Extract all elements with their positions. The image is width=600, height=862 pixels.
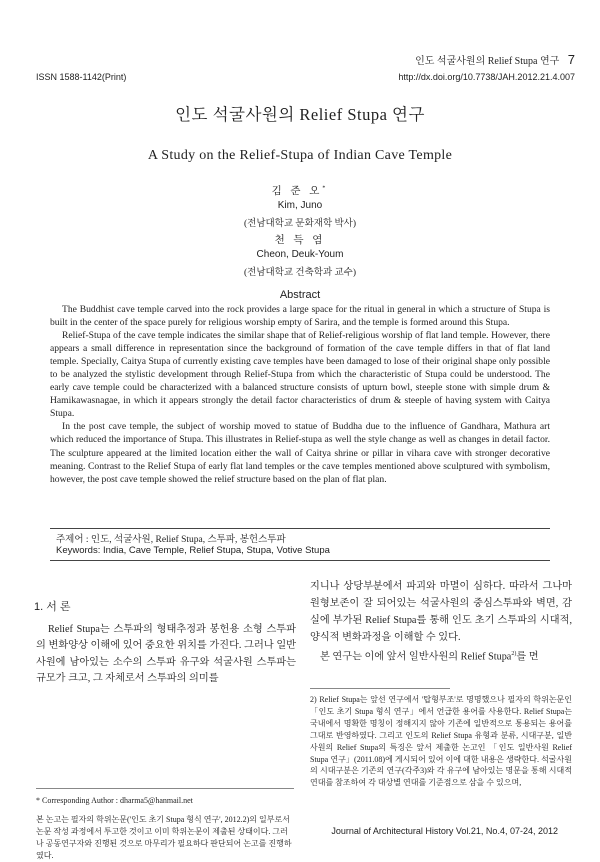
- abstract-body: [50, 303, 550, 486]
- doi-link[interactable]: http://dx.doi.org/10.7738/JAH.2012.21.4.007: [398, 72, 575, 82]
- abstract-paragraph: In the post cave temple, the subject of worship moved to statue of Buddha due to the influence of Gandhara, Mathura art which reduced the importance of Stupa. This illustrates in Relief-stupa as well the style change as well as changes in detail factor. The sculpture appeared at the limited location either the wall of Caitya shrine or pillar in vihara cave with stronger decorative meaning. Contrast to the Relief Stupa of early flat land temples or the cave temples mentioned above sculptured with symbolism, however, the post cave temple showed the relief structure based on the plan of flat plan.: [50, 421, 550, 485]
- footnotes-left: [36, 795, 294, 862]
- body-column-left: [36, 622, 296, 688]
- body-paragraph: 지니나 상당부분에서 파괴와 마멸이 심하다. 따라서 그나마 원형보존이 잘 되어있는 석굴사원의 중심스투파와 벽면, 감실에 부가된 Relief Stupa를 통해 인도 초기 스투파의 시대적, 양식적 변화과정을 이해할 수 있다.: [310, 581, 572, 643]
- footnote-ref[interactable]: 2): [511, 651, 517, 657]
- keywords-english: Keywords: India, Cave Temple, Relief Stupa, Stupa, Votive Stupa: [56, 545, 330, 556]
- author-1-marker: *: [322, 185, 329, 192]
- keywords-korean: 주제어 : 인도, 석굴사원, Relief Stupa, 스투파, 봉헌스투파: [56, 535, 286, 545]
- abstract-paragraph: The Buddhist cave temple carved into the rock provides a large space for the ritual in general in which a structure of Stupa is built in the center of the space purely for religious worship empty of Sarira, and the temple is formed around this Stupa.: [50, 304, 550, 329]
- footnote-rule-right: [310, 688, 450, 689]
- author-1-name-ko: 김 준 오*: [271, 185, 329, 197]
- author-2-affiliation: (전남대학교 건축학과 교수): [243, 268, 357, 278]
- keywords-korean-label: 주제어 :: [56, 535, 91, 545]
- keywords-top-rule: [50, 528, 550, 529]
- body-paragraph: Relief Stupa는 스투파의 형태추정과 봉헌용 소형 스투파의 변화양상 이해에 있어 중요한 위치를 가진다. 그러나 일반사원에 남아있는 소수의 스투파 유구와 석굴사원 스투파는 규모가 크고, 그 자체로서 스투파의 의미를: [36, 624, 296, 685]
- corresponding-author: * Corresponding Author : dharma5@hanmail.net: [36, 796, 193, 805]
- author-1-name-en: Kim, Juno: [277, 200, 323, 211]
- author-1-affiliation: (전남대학교 문화재학 박사): [243, 219, 357, 229]
- abstract-paragraph: Relief-Stupa of the cave temple indicates the similar shape that of Relief-religious worship of flat land temple. However, there appears a small difference in representation since the background of formation of the cave temple differs in that of flat land temple. Specially, Caitya Stupa of currently existing cave temples have been damaged to lose of their original shape only possible to be analyzed the stylistic development through Relief-Stupa from which the characteristic of Stupa could be understood. The early cave temple could be characterized with a balanced structure consists of upturn bowl, steeple stone with simple drum & Hamikawasnagae, in which it appears strongly the detail factor characteristics of drum & steeple of having system with Caitya Stupa.: [50, 330, 550, 420]
- author-2-name-ko: 천 득 염: [274, 235, 326, 246]
- running-title: 인도 석굴사원의 Relief Stupa 연구: [415, 56, 560, 67]
- title-korean: 인도 석굴사원의 Relief Stupa 연구: [175, 105, 425, 124]
- title-english: A Study on the Relief-Stupa of Indian Cave Temple: [147, 148, 453, 163]
- issn: ISSN 1588-1142(Print): [36, 72, 127, 82]
- journal-footer: Journal of Architectural History Vol.21, No.4, 07-24, 2012: [331, 826, 558, 836]
- footnote-note: 본 논고는 필자의 학위논문('인도 초기 Stupa 형식 연구', 2012.2)의 일부로서 논문 작성 과정에서 투고한 것이고 이미 학위논문이 제출된 상태이다. 그러나 공동연구자와 진행된 것으로 마무리가 필요하다 판단되어 논고를 진행하였다.: [36, 815, 292, 860]
- running-header: [415, 52, 575, 67]
- page-number: 7: [567, 52, 575, 67]
- body-paragraph: 본 연구는 이에 앞서 일반사원의 Relief Stupa$^{2)}$를 면: [320, 651, 539, 663]
- keywords-bottom-rule: [50, 560, 550, 561]
- author-2-name-en: Cheon, Deuk-Youm: [256, 249, 344, 260]
- footnote-2: 2) Relief Stupa는 앞선 연구에서 '탑형부조'로 명명했으나 필자의 학위논문인 「인도 초기 Stupa 형식 연구」에서 언급한 용어를 사용한다. Relief Stupa는 국내에서 명확한 명칭이 정해지지 않아 기존에 일반적으로 통용되는 용어를 그대로 반영하였다. 그리고 인도의 Relief Stupa 유형과 분류, 시대구분, 일반사원의 Relief Stupa의 특징은 앞서 제출한 논고인 「인도 일반사원 Relief Stupa 연구」(2011.08)에 게시되어 있어 이에 대한 내용은 생략한다. 석굴사원의 시대구분은 기존의 연구(각주3)와 각 유구에 남아있는 명문을 통해 시대적 연대를 참조하여 각 대상별 연대를 기준점으로 삼을 수 있으며,: [310, 695, 572, 788]
- abstract-heading: Abstract: [279, 289, 321, 301]
- keywords-english-label: Keywords:: [56, 545, 103, 556]
- section-title: 1. 서 론: [34, 601, 71, 613]
- body-column-right: [310, 578, 572, 665]
- footnote-rule-left: [36, 788, 294, 789]
